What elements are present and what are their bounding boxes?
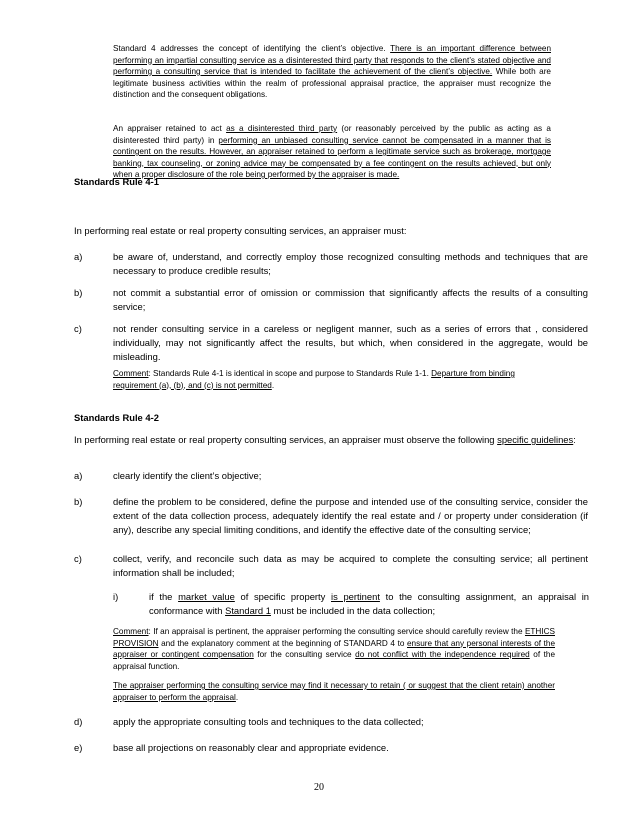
rule-4-1-lead: In performing real estate or real property consulting services, an appraiser must: xyxy=(74,225,407,236)
underlined-text: Standard 1 xyxy=(225,605,271,616)
text-segment: An appraiser retained to act xyxy=(113,124,227,133)
rule-4-2-item-label: a) xyxy=(74,470,83,481)
text-segment: for the consulting service xyxy=(253,650,356,659)
rule-4-1-item-text: be aware of, understand, and correctly employ those recognized consulting methods and techniques that are necessary to produce credible results; xyxy=(113,251,588,276)
rule-4-1-item-label: c) xyxy=(74,323,82,334)
text-segment: : Standards Rule 4-1 is identical in scope and purpose to Standards Rule 1-1. xyxy=(148,369,432,378)
rule-4-1-heading: Standards Rule 4-1 xyxy=(74,176,159,187)
text-segment: and the explanatory comment at the beginning of STANDARD 4 to xyxy=(158,638,407,648)
text-segment: to the consulting assignment, an appraisal in conformance with xyxy=(149,591,590,616)
underlined-text: market value xyxy=(178,591,235,602)
text-segment: . xyxy=(271,380,275,390)
underlined-text: The appraiser performing the consulting service may find it necessary to retain ( or suggest that the client retain) another appraiser to perform the appraisal xyxy=(113,681,555,702)
underlined-text: as a disinterested third party xyxy=(226,124,338,133)
text-segment: : If an appraisal is pertinent, the appraiser performing the consulting service should carefully review the xyxy=(148,627,525,636)
page-number: 20 xyxy=(314,782,324,793)
rule-4-2-item-text: collect, verify, and reconcile such data as may be acquired to complete the consulting service; all pertinent information shall be included; xyxy=(113,553,588,578)
text-segment: . xyxy=(235,692,239,702)
text-segment: Standard 4 addresses the concept of identifying the client’s objective. xyxy=(113,44,391,53)
text-segment: of the appraisal function. xyxy=(113,650,555,671)
rule-4-2-item-text: base all projections on reasonably clear and appropriate evidence. xyxy=(113,742,389,753)
intro-paragraph-2 xyxy=(113,123,551,181)
rule-4-1-item-label: a) xyxy=(74,251,83,262)
rule-4-2-lead xyxy=(74,433,589,447)
text-segment: if the xyxy=(149,591,179,602)
underlined-text: ensure that any personal interests of the appraiser or contingent compensation xyxy=(113,638,555,659)
intro-paragraph-1 xyxy=(113,43,551,101)
rule-4-2-item-label: b) xyxy=(74,496,83,507)
text-segment: (or reasonably perceived by the public as acting as a disinterested third party) in xyxy=(113,124,551,145)
rule-4-2-subitem-label: i) xyxy=(113,591,119,602)
rule-4-1-item-label: b) xyxy=(74,287,83,298)
rule-4-2-heading: Standards Rule 4-2 xyxy=(74,412,159,423)
underlined-text: There is an important difference between performing an impartial consulting service as a disinterested third party that responds to the client’s stated objective and performing a consulting service that is intended to facilitate the achievement of the client’s objective. xyxy=(113,44,551,76)
underlined-text: ETHICS PROVISION xyxy=(113,627,555,648)
rule-4-1-comment xyxy=(113,368,558,391)
underlined-text: Comment xyxy=(113,369,149,378)
rule-4-2-comment-2 xyxy=(113,680,555,703)
text-segment: of specific property xyxy=(234,591,331,602)
rule-4-2-item-text: clearly identify the client’s objective; xyxy=(113,470,262,481)
text-segment: In performing real estate or real property consulting services, an appraiser must observe the following xyxy=(74,434,498,445)
underlined-text: performing an unbiased consulting service cannot be compensated in a manner that is contingent on the results. However, an appraiser retained to perform a legitimate service such as brokerage, mortgage banking, tax counseling, or zoning advice may be compensated by a fee contingent on the results achieved, but only when a proper disclosure of the role being performed by the appraiser is made. xyxy=(113,135,551,179)
rule-4-1-item-text: not commit a substantial error of omission or commission that significantly affects the results of a consulting service; xyxy=(113,287,588,312)
rule-4-2-item-label: d) xyxy=(74,716,83,727)
rule-4-2-comment-1 xyxy=(113,626,555,672)
rule-4-2-item-label: e) xyxy=(74,742,83,753)
rule-4-2-item-label: c) xyxy=(74,553,82,564)
text-segment: must be included in the data collection; xyxy=(270,605,436,616)
rule-4-2-item-text: apply the appropriate consulting tools and techniques to the data collected; xyxy=(113,716,424,727)
rule-4-2-item-text: define the problem to be considered, define the purpose and intended use of the consulting service, consider the extent of the data collection process, adequately identify the real estate and / or property under consideration (if any), describe any special limiting conditions, and identify the effective date of the consulting service; xyxy=(113,496,588,535)
underlined-text: is pertinent xyxy=(331,591,380,602)
text-segment: While both are legitimate business activities within the realm of professional appraisal practice, the appraiser must recognize the distinction and the consequent obligations. xyxy=(113,67,551,99)
underlined-text: specific guidelines xyxy=(497,434,574,445)
underlined-text: do not conflict with the independence required xyxy=(355,650,530,659)
underlined-text: Departure from binding requirement (a), (b), and (c) is not permitted xyxy=(113,369,515,390)
rule-4-1-item-text: not render consulting service in a careless or negligent manner, such as a series of errors that , considered individually, may not significantly affect the results, but which, when considered in the aggregate, would be misleading. xyxy=(113,323,588,362)
underlined-text: Comment xyxy=(113,627,149,636)
rule-4-2-subitem-text xyxy=(149,590,589,618)
text-segment: : xyxy=(573,434,576,445)
